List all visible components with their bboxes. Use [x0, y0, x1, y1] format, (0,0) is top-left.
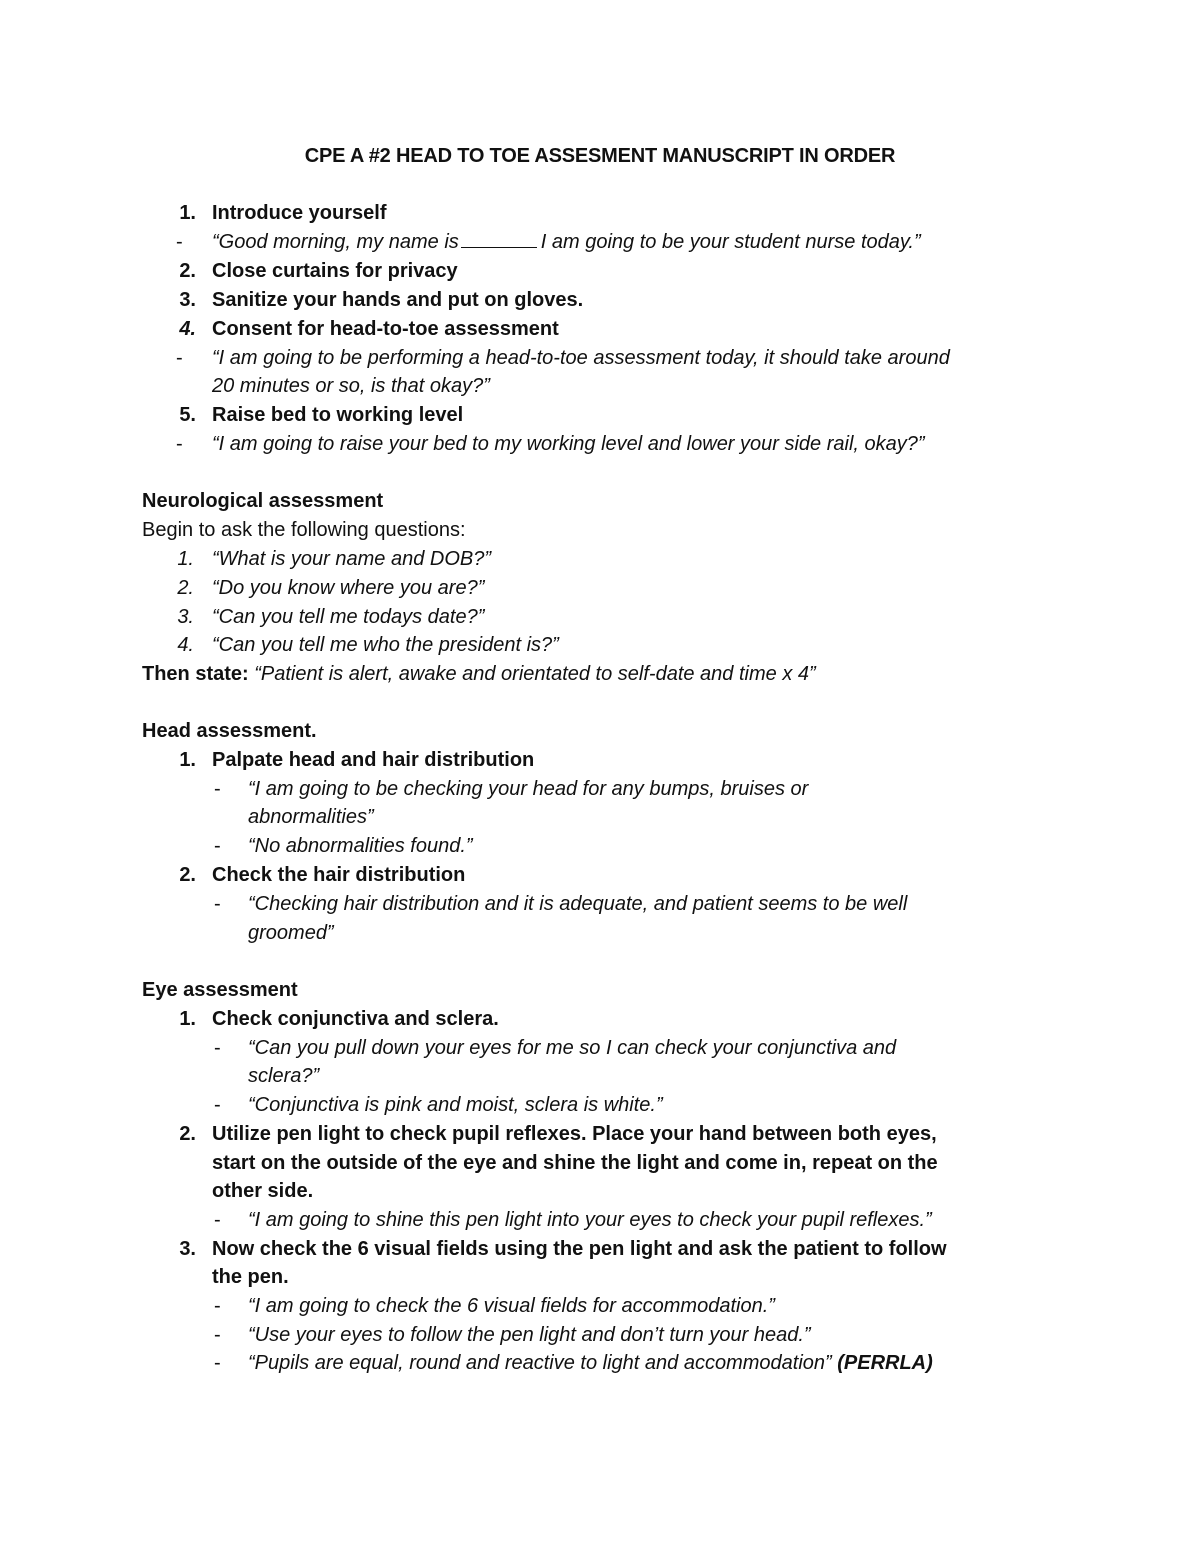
eye-step-1-script-a-cont: sclera?”: [248, 1065, 320, 1087]
perrla-tag: (PERRLA): [837, 1352, 933, 1374]
head-step-2-script-cont: groomed”: [248, 922, 334, 944]
head-heading: Head assessment.: [142, 720, 317, 742]
neuro-state: Then state: “Patient is alert, awake and orientated to self-date and time x 4”: [142, 663, 816, 685]
document-page: CPE A #2 HEAD TO TOE ASSESMENT MANUSCRIPT IN ORDER 1. Introduce yourself - “Good morning, my name is I am going to be your student nurse today.” 2. Close curtains for privacy 3. Sanitize your hands and put on gloves. 4. Consent for head-to-toe assessment - “I am going to be performing a head-to-toe assessment today, it should take around 20 minutes or so, is that okay?” 5. Raise bed to working level - “I am going to raise your bed to my working level and lower your side rail, okay?” Neurological assessment Begin to ask the following questions: 1. “What is your name and DOB?” 2. “Do you know where you are?” 3. “Can you tell me todays date?” 4. “Can you tell me who the president is?” Then state: “Patient is alert, awake and orientated to self-date and time x 4” Head assessment. 1. Palpate head and hair distribution - “I am going to be checking your head for any bumps, bruises or abnormalities” - “No abnormalities found.” 2. Check the hair distribution - “Checking hair distribution and it is adequate, and patient seems to be well groomed” Eye assessment 1. Check conjunctiva and sclera. - “Can you pull down your eyes for me so I can check your conjunctiva and sclera?” - “Conjunctiva is pink and moist, sclera is white.” 2. Utilize pen light to check pupil reflexes. Place your hand between both eyes, start on the outside of the eye and shine the light and come in, repeat on the other side. - “I am going to shine this pen light into your eyes to check your pupil reflexes.” 3. Now check the 6 visual fields using the pen light and ask the patient to follow the pen. - “I am going to check the 6 visual fields for accommodation.” - “Use your eyes to follow the pen light and don’t turn your head.” - “Pupils are equal, round and reactive to light and accommodation” (PERRLA): [0, 0, 1200, 1553]
eye-step-3-cont: the pen.: [212, 1266, 289, 1288]
eye-step-2-cont-1: start on the outside of the eye and shine the light and come in, repeat on the: [212, 1152, 938, 1174]
head-step-1-script-a-cont: abnormalities”: [248, 806, 374, 828]
eye-step-2-cont-2: other side.: [212, 1180, 314, 1202]
page-title: CPE A #2 HEAD TO TOE ASSESMENT MANUSCRIPT IN ORDER: [304, 145, 896, 167]
neuro-lead: Begin to ask the following questions:: [142, 519, 466, 541]
intro-script-4-cont: 20 minutes or so, is that okay?”: [212, 375, 490, 397]
name-blank: [461, 229, 537, 248]
eye-heading: Eye assessment: [142, 979, 298, 1001]
neuro-heading: Neurological assessment: [142, 490, 384, 512]
